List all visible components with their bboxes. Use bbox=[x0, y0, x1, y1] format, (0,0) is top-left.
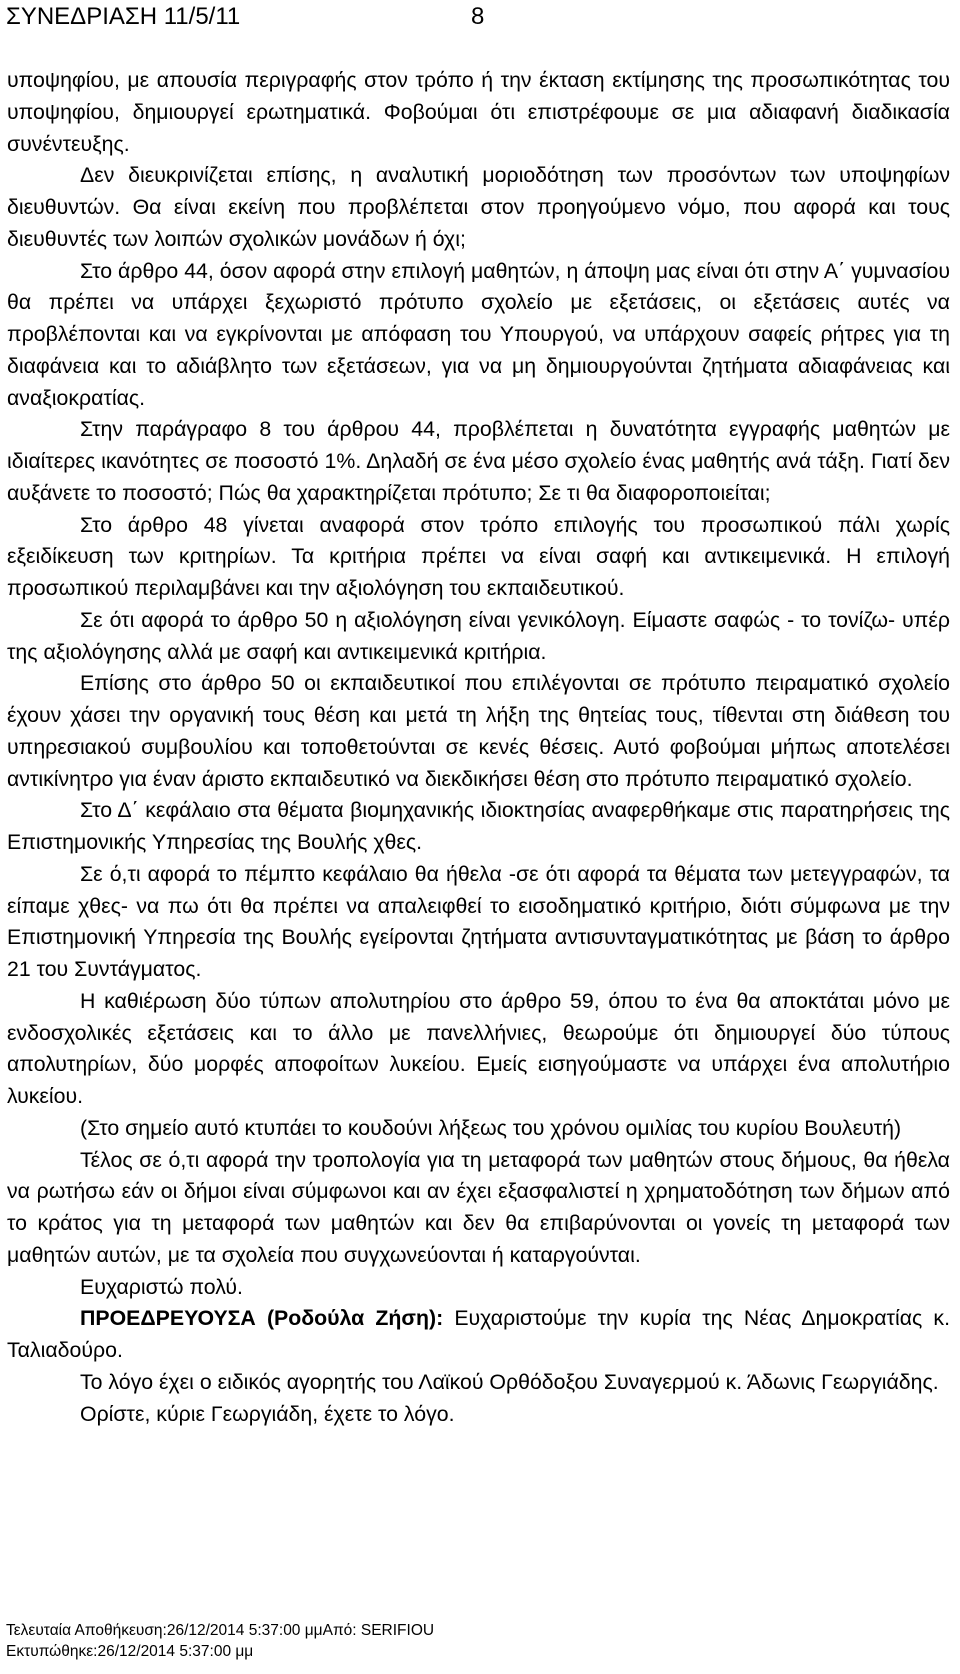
printed-line: Εκτυπώθηκε:26/12/2014 5:37:00 μμ bbox=[6, 1643, 254, 1660]
paragraph: Στο άρθρο 44, όσον αφορά στην επιλογή μαθητών, η άποψη μας είναι ότι στην Α΄ γυμνασίου θα πρέπει να υπάρχει ξεχωριστό πρότυπο σχολείο με εξετάσεις, οι εξετάσεις αυτές να προβλέπονται και να εγκρίνονται με απόφαση του Υπουργού, να υπάρχουν σαφείς ρήτρες για τη διαφάνεια και το αδιάβλητο των εξετάσεων, για να μη δημιουργούνται ζητήματα αδιαφάνειας και αναξιοκρατίας. bbox=[7, 258, 950, 410]
paragraph: Ευχαριστώ πολύ. bbox=[80, 1274, 243, 1299]
paragraph: Στο άρθρο 48 γίνεται αναφορά στον τρόπο επιλογής του προσωπικού πάλι χωρίς εξειδίκευση των κριτηρίων. Τα κριτήρια πρέπει να είναι σαφή και αντικειμενικά. Η επιλογή προσωπικού περιλαμβάνει και την αξιολόγηση του εκπαιδευτικού. bbox=[7, 512, 950, 600]
paragraph: Σε ότι αφορά το άρθρο 50 η αξιολόγηση είναι γενικόλογη. Είμαστε σαφώς - το τονίζω- υπέρ της αξιολόγησης αλλά με σαφή και αντικειμενικά κριτήρια. bbox=[7, 607, 950, 664]
paragraph: υποψηφίου, με απουσία περιγραφής στον τρόπο ή την έκταση εκτίμησης της προσωπικότητας του υποψηφίου, δημιουργεί ερωτηματικά. Φοβούμαι ότι επιστρέφουμε σε μια αδιαφανή διαδικασία συνέντευξης. bbox=[7, 68, 950, 156]
paragraph: Ορίστε, κύριε Γεωργιάδη, έχετε το λόγο. bbox=[80, 1401, 455, 1426]
page-footer bbox=[6, 1620, 434, 1662]
speaker-name: ΠΡΟΕΔΡΕΥΟΥΣΑ (Ροδούλα Ζήση): bbox=[80, 1306, 444, 1331]
minutes-body bbox=[7, 65, 950, 1430]
speaker-text: Ευχαριστούμε την κυρία της Νέας Δημοκρατίας κ. Ταλιαδούρο. bbox=[7, 1306, 950, 1362]
paragraph: Στην παράγραφο 8 του άρθρου 44, προβλέπεται η δυνατότητα εγγραφής μαθητών με ιδιαίτερες ικανότητες σε ποσοστό 1%. Δηλαδή σε ένα μέσο σχολείο ένας μαθητής ανά τάξη. Γιατί δεν αυξάνετε το ποσοστό; Πώς θα χαρακτηρίζεται πρότυπο; Σε τι θα διαφοροποιείται; bbox=[7, 417, 950, 505]
paragraph: Στο Δ΄ κεφάλαιο στα θέματα βιομηχανικής ιδιοκτησίας αναφερθήκαμε στις παρατηρήσεις της Επιστημονικής Υπηρεσίας της Βουλής χθες. bbox=[7, 798, 950, 854]
paragraph: Σε ό,τι αφορά το πέμπτο κεφάλαιο θα ήθελα -σε ότι αφορά τα θέματα των μετεγγραφών, τα είπαμε χθες- να πω ότι θα πρέπει να απαλειφθεί το εισοδηματικό κριτήριο, διότι σύμφωνα με την Επιστημονική Υπηρεσία της Βουλής εγείρονται ζητήματα αντισυνταγματικότητας με βάση το άρθρο 21 του Συντάγματος. bbox=[7, 861, 950, 981]
paragraph: Το λόγο έχει ο ειδικός αγορητής του Λαϊκού Ορθόδοξου Συναγερμού κ. Άδωνις Γεωργιάδης. bbox=[80, 1369, 939, 1394]
speaker-paragraph bbox=[7, 1303, 950, 1367]
paragraph: (Στο σημείο αυτό κτυπάει το κουδούνι λήξεως του χρόνου ομιλίας του κυρίου Βουλευτή) bbox=[80, 1115, 902, 1140]
paragraph: Η καθιέρωση δύο τύπων απολυτηρίου στο άρθρο 59, όπου το ένα θα αποκτάται μόνο με ενδοσχολικές εξετάσεις και το άλλο με πανελλήνιες, θεωρούμε ότι δημιουργεί δύο τύπους απολυτηρίων, δύο μορφές αποφοίτων λυκείου. Εμείς εισηγούμαστε να υπάρχει ένα απολυτήριο λυκείου. bbox=[7, 988, 950, 1108]
paragraph: Τέλος σε ό,τι αφορά την τροπολογία για τη μεταφορά των μαθητών στους δήμους, θα ήθελα να ρωτήσω εάν οι δήμοι είναι σύμφωνοι και αν έχει εξασφαλιστεί η χρηματοδότηση των δήμων από το κράτος για τη μεταφορά των μαθητών και δεν θα επιβαρύνονται οι γονείς τη μεταφορά των μαθητών αυτών, με τα σχολεία που συγχωνεύονται ή καταργούνται. bbox=[7, 1147, 950, 1267]
session-title: ΣΥΝΕΔΡΙΑΣΗ 11/5/11 bbox=[6, 3, 241, 30]
page-number: 8 bbox=[471, 3, 485, 30]
paragraph: Επίσης στο άρθρο 50 οι εκπαιδευτικοί που επιλέγονται σε πρότυπο πειραματικό σχολείο έχουν χάσει την οργανική τους θέση και μετά τη λήξη της θητείας τους, τίθενται στη διάθεση του υπηρεσιακού συμβουλίου και τοποθετούνται σε κενές θέσεις. Αυτό φοβούμαι μήπως αποτελέσει αντικίνητρο για έναν άριστο εκπαιδευτικό να διεκδικήσει θέση στο πρότυπο πειραματικό σχολείο. bbox=[7, 671, 950, 791]
paragraph: Δεν διευκρινίζεται επίσης, η αναλυτική μοριοδότηση των προσόντων των υποψηφίων διευθυντών. Θα είναι εκείνη που προβλέπεται στον προηγούμενο νόμο, που αφορά και τους διευθυντές των λοιπών σχολικών μονάδων ή όχι; bbox=[7, 163, 950, 251]
last-saved-line: Τελευταία Αποθήκευση:26/12/2014 5:37:00 μμΑπό: SERIFIOU bbox=[6, 1622, 435, 1639]
